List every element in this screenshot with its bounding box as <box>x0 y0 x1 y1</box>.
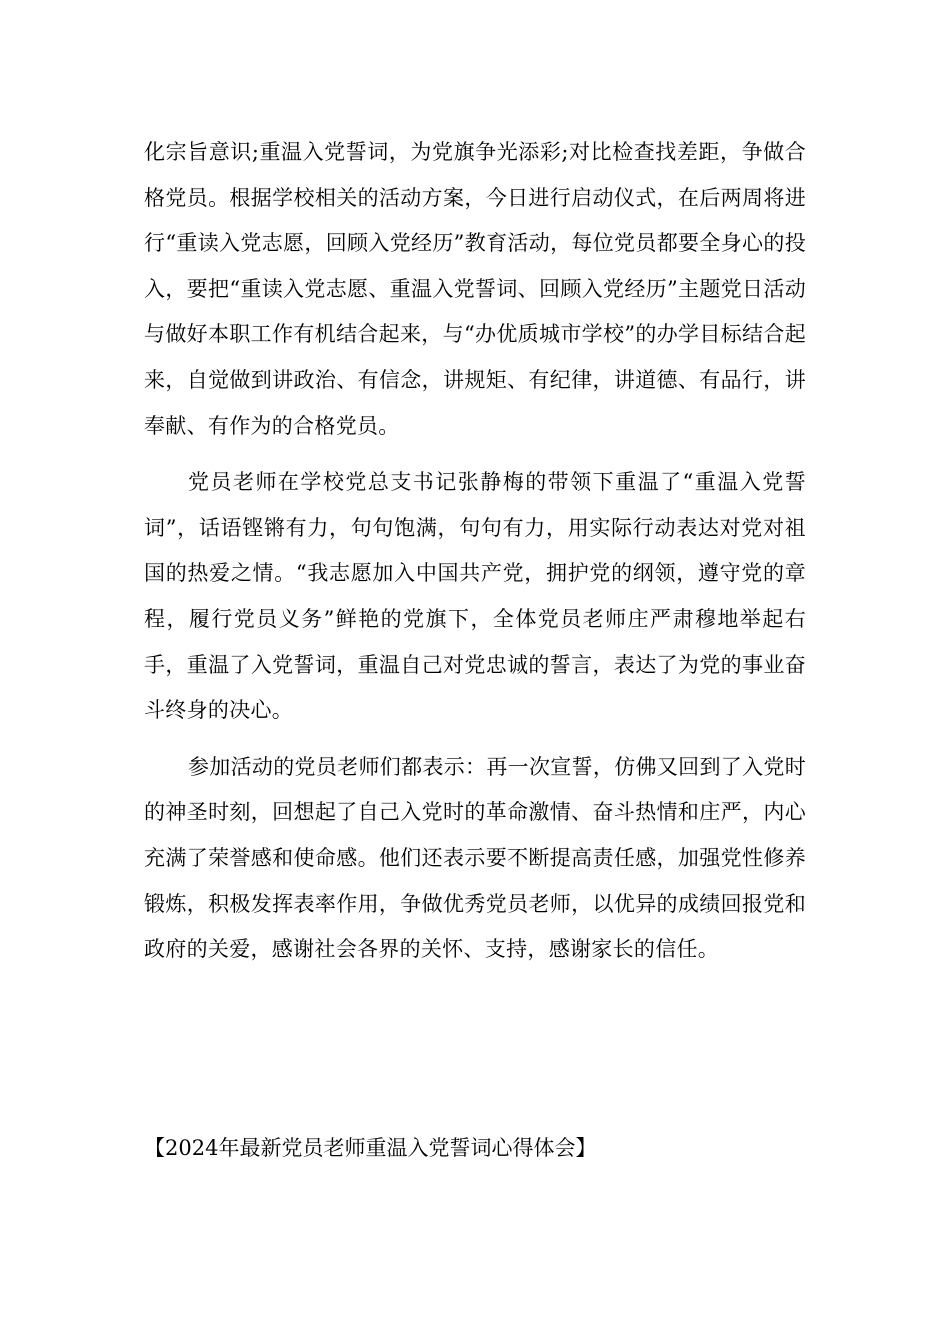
paragraph-continued: 化宗旨意识;重温入党誓词，为党旗争光添彩;对比检查找差距，争做合格党员。根据学校相关的活动方案，今日进行启动仪式，在后两周将进行“重读入党志愿，回顾入党经历”教育活动，每位党员都要全身心的投入，要把“重读入党志愿、重温入党誓词、回顾入党经历”主题党日活动与做好本职工作有机结合起来，与“办优质城市学校”的办学目标结合起来，自觉做到讲政治、有信念，讲规矩、有纪律，讲道德、有品行，讲奉献、有作为的合格党员。 <box>144 140 806 438</box>
document-footer-title: 【2024年最新党员老师重温入党誓词心得体会】 <box>144 1136 597 1160</box>
paragraph-gap <box>144 449 806 460</box>
paragraph-gap <box>144 734 806 745</box>
paragraph-oath-review: 党员老师在学校党总支书记张静梅的带领下重温了“重温入党誓词”，话语铿锵有力，句句饱满，句句有力，用实际行动表达对党对祖国的热爱之情。“我志愿加入中国共产党，拥护党的纲领，遵守党的章程，履行党员义务”鲜艳的党旗下，全体党员老师庄严肃穆地举起右手，重温了入党誓词，重温自己对党忠诚的誓言，表达了为党的事业奋斗终身的决心。 <box>144 470 806 723</box>
paragraph-participants: 参加活动的党员老师们都表示：再一次宣誓，仿佛又回到了入党时的神圣时刻，回想起了自己入党时的革命激情、奋斗热情和庄严，内心充满了荣誉感和使命感。他们还表示要不断提高责任感，加强党性修养锻炼，积极发挥表率作用，争做优秀党员老师，以优异的成绩回报党和政府的关爱，感谢社会各界的关怀、支持，感谢家长的信任。 <box>144 754 806 962</box>
document-body <box>144 130 806 973</box>
